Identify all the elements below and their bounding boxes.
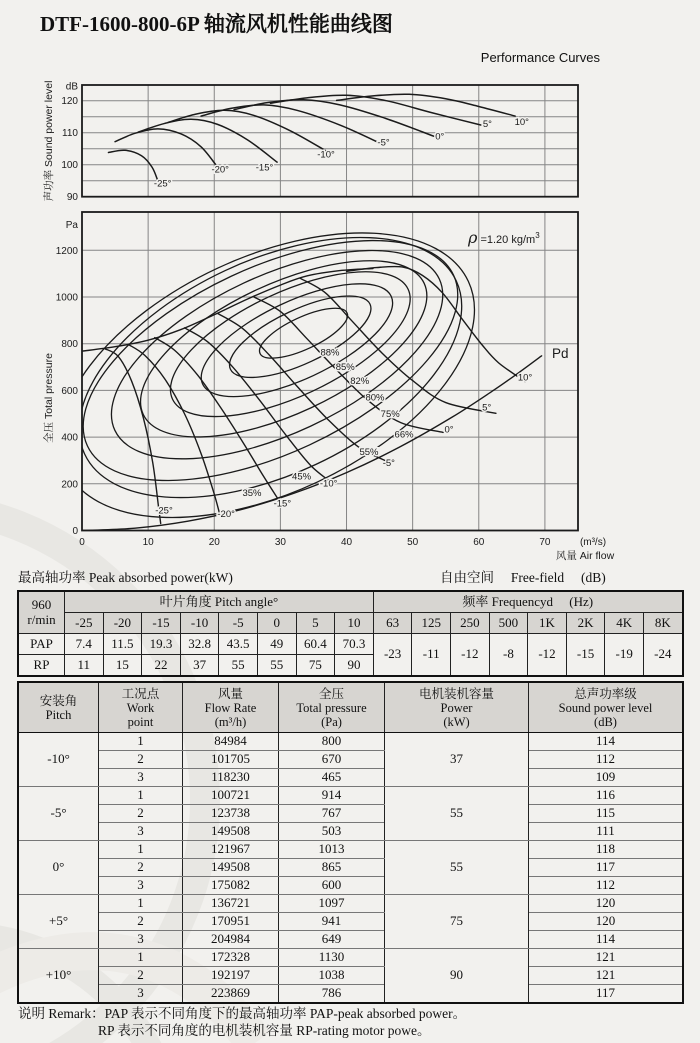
work-point-cell: 2 [99,805,183,823]
pressure-cell: 1130 [279,949,385,967]
pitch-cell: -5° [19,787,99,841]
svg-text:-10°: -10° [319,478,338,490]
pitch-cell: -10° [19,733,99,787]
flow-rate-cell: 170951 [183,913,279,931]
svg-text:-15°: -15° [273,498,292,510]
table-row [19,769,683,787]
remark-line-2: RP 表示不同角度的电机装机容量 RP-rating motor powe。 [98,1022,431,1038]
svg-text:45%: 45% [292,471,312,483]
value-cell: 43.5 [219,634,258,655]
freq-value-cell: -19 [605,634,644,676]
svg-text:-15°: -15° [255,162,274,174]
svg-text:200: 200 [61,479,78,491]
work-point-cell: 1 [99,949,183,967]
svg-text:80%: 80% [365,392,385,404]
sound-level-cell: 121 [529,949,683,967]
work-point-cell: 3 [99,823,183,841]
flow-rate-cell: 192197 [183,967,279,985]
sound-level-cell: 120 [529,895,683,913]
value-cell: 60.4 [296,634,335,655]
svg-text:10°: 10° [517,372,533,384]
flow-rate-cell: 223869 [183,985,279,1003]
pressure-cell: 649 [279,931,385,949]
freq-col: 250 [451,613,490,634]
pitch-col: -15 [142,613,181,634]
table-row [19,634,683,655]
flow-rate-cell: 136721 [183,895,279,913]
value-cell: 32.8 [180,634,219,655]
svg-text:ρ =1.20 kg/m3: ρ =1.20 $kg/m^3$ [468,228,540,247]
flow-rate-cell: 204984 [183,931,279,949]
value-cell: 15 [103,655,142,676]
chart-subtitle: Performance Curves [480,50,600,65]
pressure-cell: 786 [279,985,385,1003]
svg-text:88%: 88% [320,347,340,359]
svg-text:75%: 75% [380,408,400,420]
power-cell: 55 [385,787,529,841]
power-cell: 90 [385,949,529,1003]
pitch-col: 5 [296,613,335,634]
frequency-header: 频率 Frequencyd (Hz) [373,592,682,613]
table-captions [18,566,682,586]
svg-text:Pd: Pd [552,346,569,361]
pressure-cell: 670 [279,751,385,769]
power-cell: 75 [385,895,529,949]
flow-rate-cell: 121967 [183,841,279,859]
svg-text:5°: 5° [482,402,492,414]
value-cell: 37 [180,655,219,676]
svg-text:110: 110 [62,128,78,140]
work-point-table [18,682,683,1003]
peak-power-frequency-table [18,591,683,676]
sound-level-cell: 112 [529,877,683,895]
remark-line-1: 说明 Remark：PAP 表示不同角度下的最高轴功率 PAP-peak absorbed power。 [18,1006,467,1021]
svg-text:-5°: -5° [382,458,395,470]
svg-text:85%: 85% [335,361,355,373]
svg-text:声功率 Sound power level: 声功率 Sound power level [43,80,55,202]
work-point-cell: 1 [99,787,183,805]
table-row [19,949,683,967]
work-point-cell: 2 [99,751,183,769]
freq-col: 8K [643,613,682,634]
page-title: DTF-1600-800-6P 轴流风机性能曲线图 [40,12,393,36]
freq-value-cell: -23 [373,634,412,676]
pitch-col: 10 [335,613,374,634]
svg-text:60: 60 [473,537,485,548]
work-point-cell: 3 [99,877,183,895]
sound-level-cell: 111 [529,823,683,841]
work-point-cell: 2 [99,913,183,931]
sound-level-cell: 116 [529,787,683,805]
column-header: 全压 Total pressure (Pa) [279,683,385,733]
value-cell: 7.4 [65,634,104,655]
pitch-col: -25 [65,613,104,634]
freq-col: 125 [412,613,451,634]
pitch-cell: 0° [19,841,99,895]
flow-rate-cell: 172328 [183,949,279,967]
work-point-cell: 2 [99,859,183,877]
work-point-cell: 3 [99,985,183,1003]
svg-text:35%: 35% [242,488,262,500]
svg-text:-20°: -20° [217,509,235,521]
sound-level-cell: 117 [529,985,683,1003]
peak-power-caption: 最高轴功率 Peak absorbed power(kW) [18,570,233,585]
svg-text:100: 100 [61,160,78,172]
sound-level-cell: 115 [529,805,683,823]
column-header: 安装角 Pitch [19,683,99,733]
sound-level-cell: 117 [529,859,683,877]
flow-rate-cell: 84984 [183,733,279,751]
free-field-caption: 自由空间 Free-field (dB) [440,570,606,585]
flow-rate-cell: 149508 [183,859,279,877]
flow-rate-cell: 123738 [183,805,279,823]
svg-text:90: 90 [66,192,78,204]
value-cell: 19.3 [142,634,181,655]
flow-rate-cell: 118230 [183,769,279,787]
sound-level-cell: 121 [529,967,683,985]
table-row [19,733,683,751]
table-row [19,877,683,895]
value-cell: 11 [65,655,104,676]
column-header: 电机装机容量 Power (kW) [385,683,529,733]
svg-text:-5°: -5° [377,137,390,149]
table-row [19,787,683,805]
work-point-cell: 3 [99,769,183,787]
power-cell: 37 [385,733,529,787]
freq-value-cell: -11 [412,634,451,676]
pitch-cell: +10° [19,949,99,1003]
svg-text:-10°: -10° [317,149,335,161]
freq-col: 4K [605,613,644,634]
svg-text:40: 40 [340,537,353,548]
freq-col: 1K [528,613,567,634]
flow-rate-cell: 100721 [183,787,279,805]
sound-level-cell: 120 [529,913,683,931]
pressure-cell: 865 [279,859,385,877]
svg-text:10°: 10° [514,117,529,129]
pressure-cell: 941 [279,913,385,931]
pitch-col: -20 [103,613,142,634]
table-row [19,805,683,823]
svg-text:1000: 1000 [55,292,78,304]
freq-col: 63 [373,613,412,634]
work-point-cell: 2 [99,967,183,985]
svg-text:10: 10 [142,537,154,548]
svg-text:-25°: -25° [155,505,173,517]
flow-rate-cell: 101705 [183,751,279,769]
sound-level-cell: 112 [529,751,683,769]
table-row [19,913,683,931]
flow-rate-cell: 175082 [183,877,279,895]
pitch-cell: +5° [19,895,99,949]
table-row [19,895,683,913]
value-cell: 11.5 [103,634,142,655]
svg-text:600: 600 [61,385,78,397]
svg-text:1200: 1200 [55,245,78,257]
svg-text:全压 Total pressure: 全压 Total pressure [43,353,55,443]
freq-value-cell: -15 [566,634,605,676]
work-point-cell: 1 [99,733,183,751]
sound-level-cell: 109 [529,769,683,787]
work-point-cell: 1 [99,895,183,913]
power-cell: 55 [385,841,529,895]
svg-text:66%: 66% [394,429,414,441]
pressure-cell: 800 [279,733,385,751]
table-row [19,967,683,985]
svg-text:70: 70 [539,537,551,548]
table-row [19,859,683,877]
sound-level-cell: 118 [529,841,683,859]
work-point-cell: 1 [99,841,183,859]
svg-text:120: 120 [61,96,78,108]
sound-level-cell: 114 [529,733,683,751]
row-label: RP [19,655,65,676]
svg-text:30: 30 [274,537,286,548]
work-point-cell: 3 [99,931,183,949]
table-row [19,823,683,841]
pitch-angle-header: 叶片角度 Pitch angle° [65,592,374,613]
flow-rate-cell: 149508 [183,823,279,841]
svg-text:Pa: Pa [65,220,78,231]
pitch-col: 0 [257,613,296,634]
pressure-cell: 914 [279,787,385,805]
pressure-cell: 465 [279,769,385,787]
value-cell: 22 [142,655,181,676]
svg-text:风量 Air flow: 风量 Air flow [555,550,615,562]
freq-value-cell: -8 [489,634,528,676]
svg-text:400: 400 [61,432,78,444]
row-label: PAP [19,634,65,655]
column-header: 工况点 Work point [99,683,183,733]
svg-text:(m³/s): (m³/s) [579,537,607,548]
svg-text:0°: 0° [444,424,454,436]
pressure-cell: 1013 [279,841,385,859]
table-row [19,841,683,859]
svg-text:800: 800 [61,339,78,351]
svg-text:55%: 55% [359,447,379,459]
column-header: 风量 Flow Rate (m³/h) [183,683,279,733]
column-header: 总声功率级 Sound power level (dB) [529,683,683,733]
svg-text:5°: 5° [482,118,492,130]
pressure-cell: 600 [279,877,385,895]
table-row [19,751,683,769]
pitch-col: -5 [219,613,258,634]
pressure-cell: 767 [279,805,385,823]
freq-value-cell: -12 [451,634,490,676]
value-cell: 49 [257,634,296,655]
pressure-cell: 503 [279,823,385,841]
svg-text:0: 0 [72,526,78,537]
pressure-cell: 1038 [279,967,385,985]
svg-text:-20°: -20° [211,164,229,176]
freq-col: 2K [566,613,605,634]
value-cell: 55 [219,655,258,676]
svg-text:20: 20 [208,537,220,548]
svg-text:82%: 82% [350,375,370,387]
svg-text:0°: 0° [435,131,445,143]
svg-text:0: 0 [79,537,85,548]
svg-text:-25°: -25° [153,178,172,190]
table-row [19,931,683,949]
value-cell: 90 [335,655,374,676]
freq-value-cell: -24 [643,634,682,676]
value-cell: 70.3 [335,634,374,655]
freq-value-cell: -12 [528,634,567,676]
pitch-col: -10 [180,613,219,634]
pressure-cell: 1097 [279,895,385,913]
svg-text:50: 50 [407,537,419,548]
freq-col: 500 [489,613,528,634]
sound-level-cell: 114 [529,931,683,949]
remark [18,1006,466,1040]
value-cell: 75 [296,655,335,676]
svg-text:dB: dB [65,81,78,93]
table-row [19,985,683,1003]
rpm-cell: 960 r/min [19,592,65,634]
value-cell: 55 [257,655,296,676]
